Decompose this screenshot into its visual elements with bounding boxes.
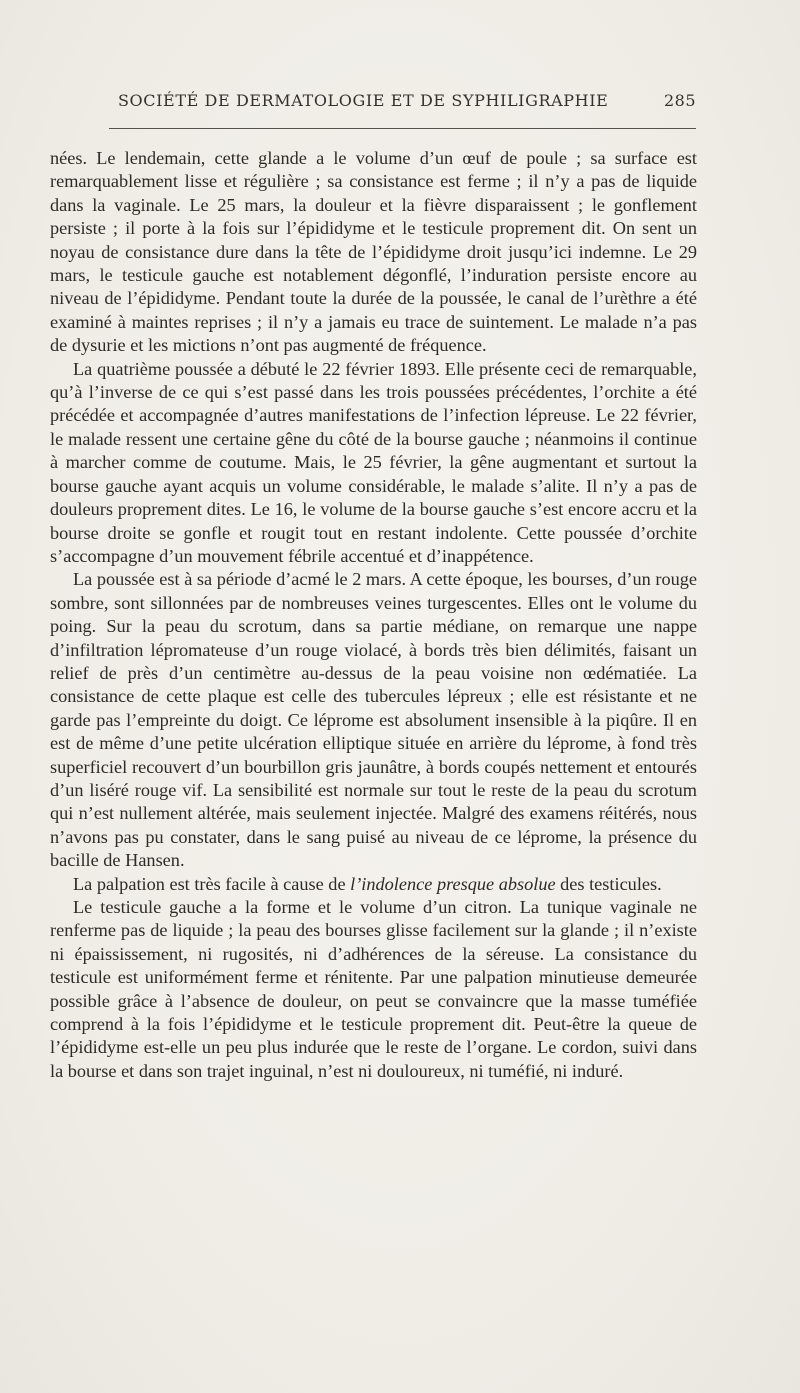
running-title: SOCIÉTÉ DE DERMATOLOGIE ET DE SYPHILIGRAPHIE bbox=[118, 91, 609, 110]
paragraph: La poussée est à sa période d’acmé le 2 mars. A cette époque, les bourses, d’un rouge sombre, sont sillonnées par de nombreuses veines turgescentes. Elles ont le volume du poing. Sur la peau du scrotum, dans sa partie médiane, on remarque une nappe d’infiltration lépromateuse d’un rouge violacé, à bords très bien délimités, faisant un relief de près d’un centimètre au-dessus de la peau voisine non œdématiée. La consistance de cette plaque est celle des tubercules lépreux ; elle est résistante et ne garde pas l’empreinte du doigt. Ce léprome est absolument insensible à la piqûre. Il en est de même d’une petite ulcération elliptique située en arrière du léprome, à fond très superficiel recouvert d’un bourbillon gris jaunâtre, à bords coupés nettement et entourés d’un liséré rouge vif. La sensibilité est normale sur tout le reste de la peau du scrotum qui n’est nullement altérée, mais seulement injectée. Malgré des examens réitérés, nous n’avons pas pu constater, dans le sang puisé au niveau de ce léprome, la présence du bacille de Hansen. bbox=[50, 569, 697, 871]
paragraph-continuation: nées. Le lendemain, cette glande a le volume d’un œuf de poule ; sa surface est remarquablement lisse et régulière ; sa consistance est ferme ; il n’y a pas de liquide dans la vaginale. Le 25 mars, la douleur et la fièvre disparaissent ; le gonflement persiste ; il porte à la fois sur l’épididyme et le testicule proprement dit. On sent un noyau de consistance dure dans la tête de l’épididyme droit jusqu’ici indemne. Le 29 mars, le testicule gauche est notablement dégonflé, l’induration persiste encore au niveau de l’épididyme. Pendant toute la durée de la poussée, le canal de l’urèthre a été examiné à maintes reprises ; il n’y a jamais eu trace de suintement. Le malade n’a pas de dysurie et les mictions n’ont pas augmenté de fréquence. bbox=[50, 148, 697, 356]
paragraph-text: La palpation est très facile à cause de bbox=[73, 873, 351, 894]
emphasized-text: l’indolence presque absolue bbox=[350, 873, 556, 894]
body-text bbox=[50, 147, 697, 1083]
paragraph-text: des testicules. bbox=[555, 873, 662, 894]
paragraph bbox=[50, 873, 697, 896]
header-rule bbox=[109, 128, 696, 129]
paragraph: Le testicule gauche a la forme et le volume d’un citron. La tunique vaginale ne renferme pas de liquide ; la peau des bourses glisse facilement sur la glande ; il n’existe ni épaississement, ni rugosités, ni d’adhérences de la séreuse. La consistance du testicule est uniformément ferme et rénitente. Par une palpation minutieuse demeurée possible grâce à l’absence de douleur, on peut se convaincre que la masse tuméfiée comprend à la fois l’épididyme et le testicule proprement dit. Peut-être la queue de l’épididyme est-elle un peu plus indurée que le reste de l’organe. Le cordon, suivi dans la bourse et dans son trajet inguinal, n’est ni douloureux, ni tuméfié, ni induré. bbox=[50, 897, 697, 1081]
page-number: 285 bbox=[663, 91, 696, 110]
page-header bbox=[118, 91, 696, 115]
paragraph: La quatrième poussée a débuté le 22 février 1893. Elle présente ceci de remarquable, qu’à l’inverse de ce qui s’est passé dans les trois poussées précédentes, l’orchite a été précédée et accompagnée d’autres manifestations de l’infection lépreuse. Le 22 février, le malade ressent une certaine gêne du côté de la bourse gauche ; néanmoins il continue à marcher comme de coutume. Mais, le 25 février, la gêne augmentant et surtout la bourse gauche ayant acquis un volume considérable, le malade s’alite. Il n’y a pas de douleurs proprement dites. Le 16, le volume de la bourse gauche s’est encore accru et la bourse droite se gonfle et rougit tout en restant indolente. Cette poussée d’orchite s’accompagne d’un mouvement fébrile accentué et d’inappétence. bbox=[50, 358, 697, 566]
